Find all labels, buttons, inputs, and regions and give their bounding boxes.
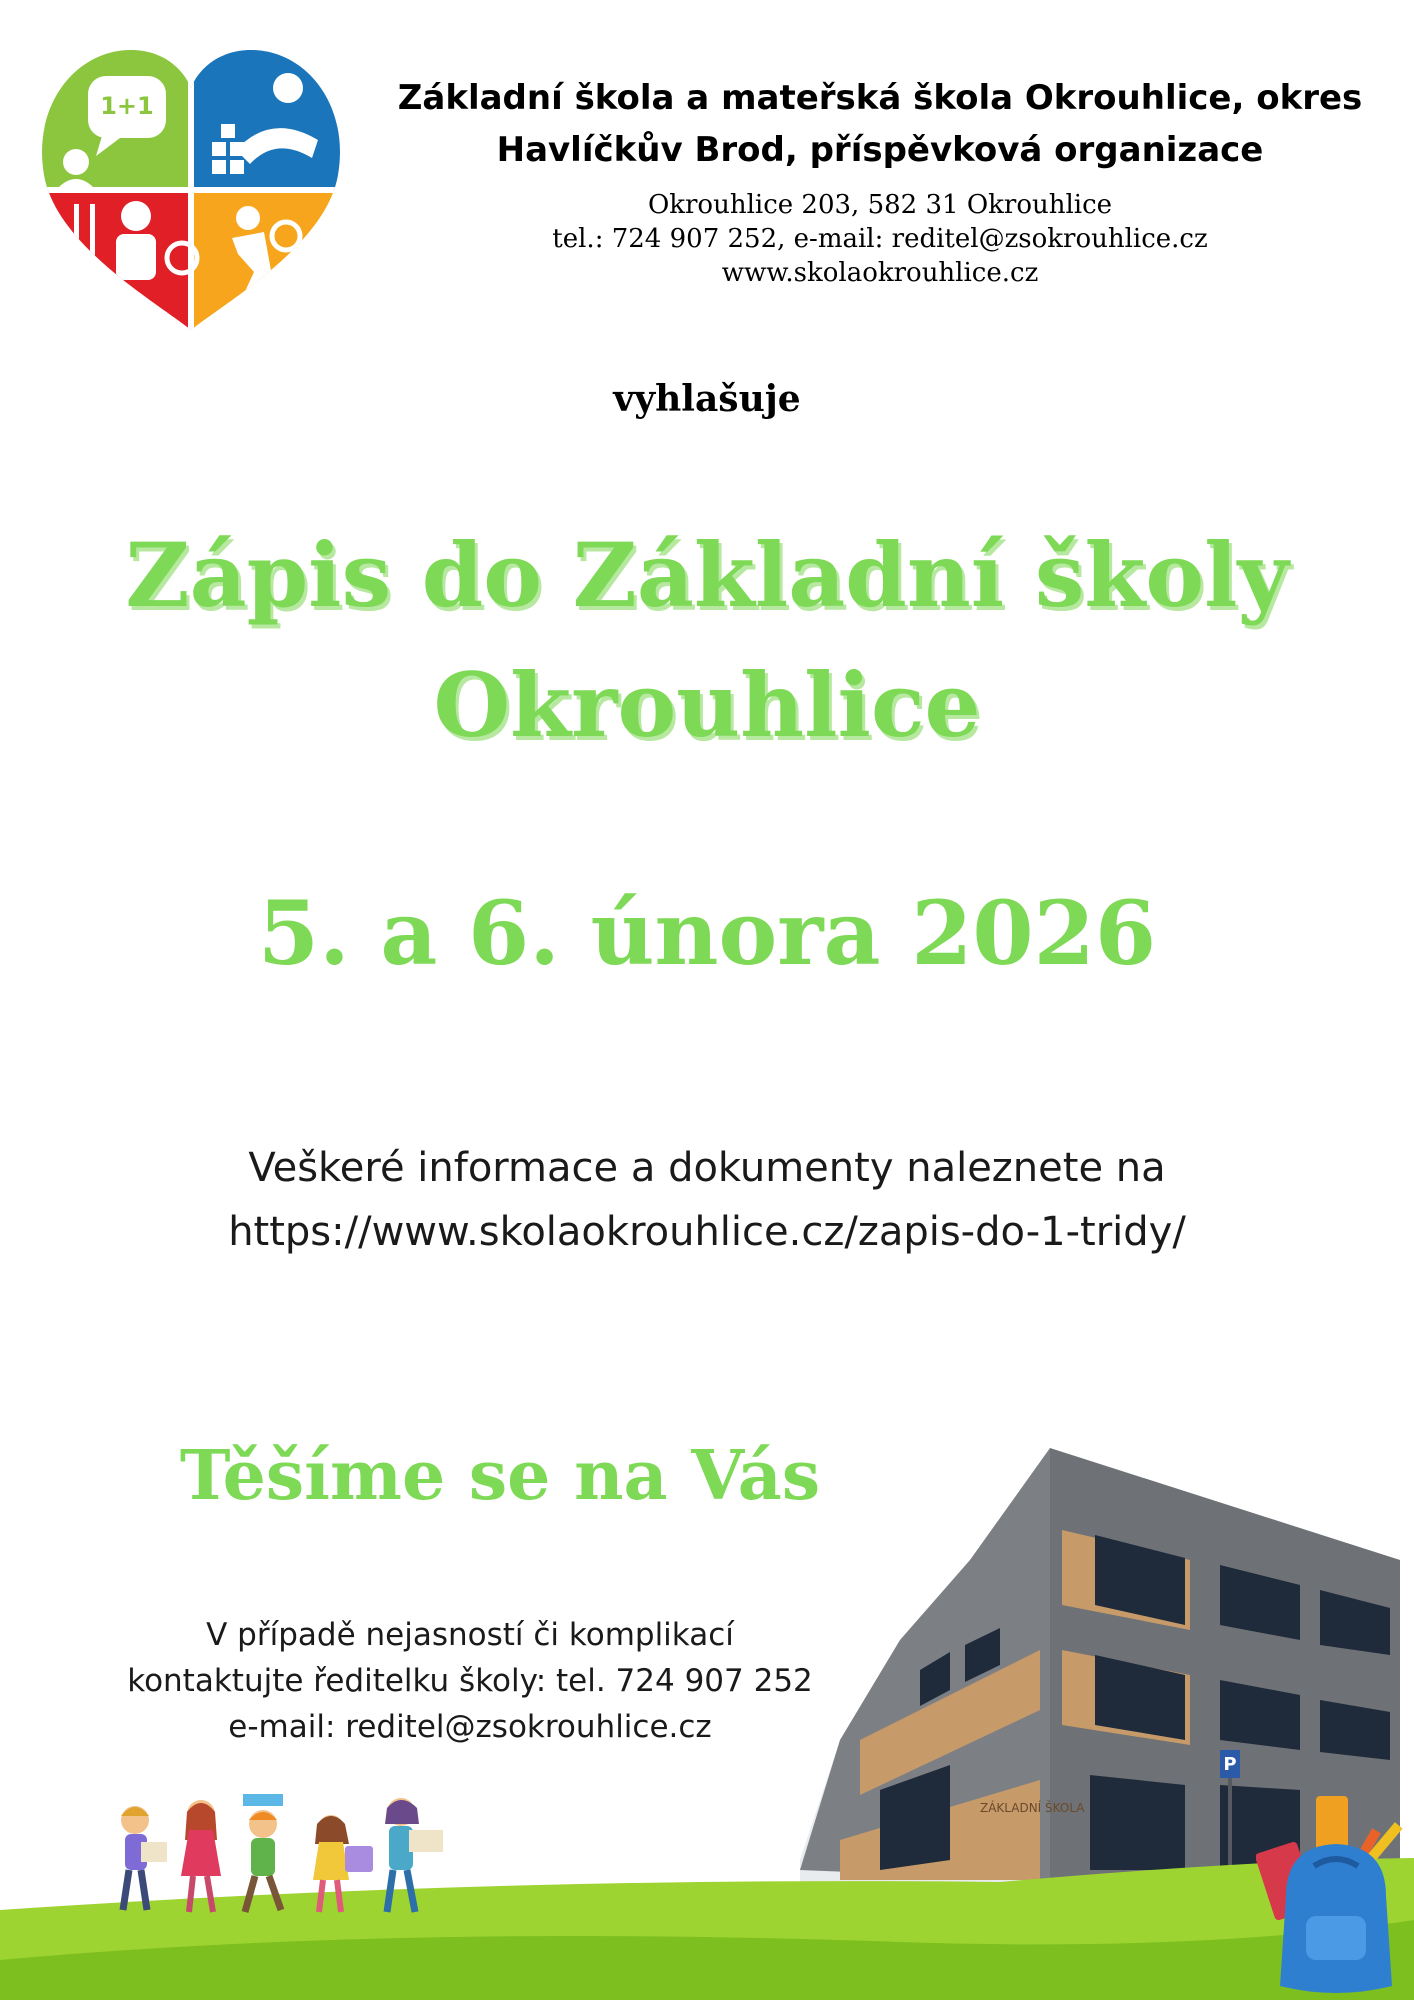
school-name-line1: Základní škola a mateřská škola Okrouhlice, okres	[397, 78, 1363, 118]
school-address: Okrouhlice 203, 582 31 Okrouhlice	[647, 190, 1113, 220]
school-heart-logo	[36, 40, 346, 340]
school-name-line2: Havlíčkův Brod, příspěvková organizace	[496, 130, 1264, 170]
footer-contact-line3: e-mail: reditel@zsokrouhlice.cz	[228, 1709, 712, 1745]
main-title-line2: Okrouhlice	[433, 653, 981, 757]
info-line1: Veškeré informace a dokumenty naleznete na	[248, 1145, 1166, 1191]
announce-text: vyhlašuje	[613, 378, 801, 420]
closing-heading: Těšíme se na Vás	[179, 1436, 821, 1516]
footer-contact	[90, 1612, 850, 1750]
children-walking-illustration	[105, 1790, 465, 1930]
main-title	[0, 510, 1414, 770]
enrollment-date: 5. a 6. února 2026	[257, 881, 1157, 985]
school-contact: tel.: 724 907 252, e-mail: reditel@zsokrouhlice.cz	[552, 224, 1208, 254]
info-link[interactable]: https://www.skolaokrouhlice.cz/zapis-do-1-tridy/	[228, 1209, 1186, 1255]
school-name	[350, 72, 1410, 176]
logo-badge-text: 1+1	[100, 92, 154, 120]
parking-sign-text: P	[1223, 1754, 1237, 1775]
footer-contact-line1: V případě nejasností či komplikací	[206, 1617, 734, 1653]
school-website[interactable]: www.skolaokrouhlice.cz	[721, 258, 1039, 288]
main-title-line1: Zápis do Základní školy	[125, 523, 1289, 627]
backpack-illustration	[1256, 1786, 1414, 2000]
building-sign-text: ZÁKLADNÍ ŠKOLA	[980, 1801, 1085, 1815]
info-block	[0, 1136, 1414, 1264]
footer-contact-line2: kontaktujte ředitelku školy: tel. 724 907 252	[127, 1663, 813, 1699]
